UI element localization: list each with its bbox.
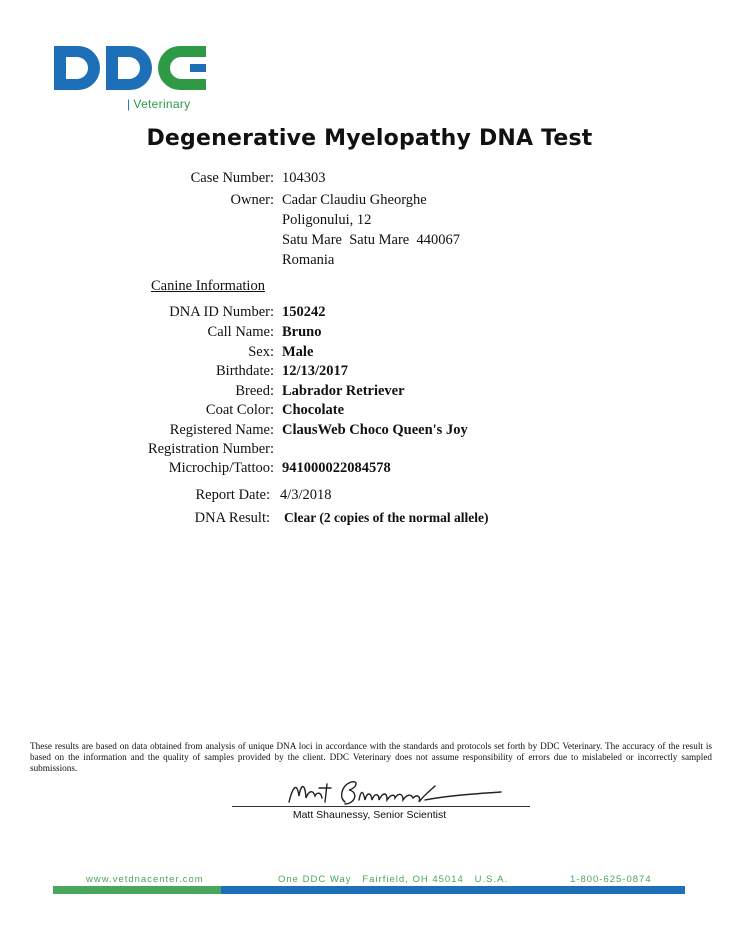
field-label: Breed:	[235, 383, 274, 399]
signatory-name: Matt Shaunessy, Senior Scientist	[292, 809, 447, 821]
dna-id-value: 150242	[282, 304, 326, 320]
field-label: Registration Number:	[147, 441, 274, 457]
page-title: Degenerative Myelopathy DNA Test	[146, 126, 593, 151]
footer-phone: 1-800-625-0874	[570, 874, 652, 885]
logo-subtitle: | Veterinary	[127, 97, 191, 111]
signature-image	[275, 776, 505, 808]
dna-result-value: Clear (2 copies of the normal allele)	[284, 510, 489, 525]
logo-letter-d1	[54, 46, 100, 90]
footer-address: One DDC Way Fairfield, OH 45014 U.S.A.	[278, 874, 509, 885]
call-name-value: Bruno	[282, 324, 322, 340]
field-label: Call Name:	[207, 324, 274, 340]
coat-color-value: Chocolate	[282, 402, 345, 418]
owner-country: Romania	[282, 252, 335, 268]
owner-name: Cadar Claudiu Gheorghe	[282, 192, 427, 208]
field-label: Registered Name:	[169, 422, 274, 438]
owner-street: Poligonului, 12	[282, 212, 372, 228]
field-label: Microchip/Tattoo:	[168, 460, 274, 476]
disclaimer-text: These results are based on data obtained from analysis of unique DNA loci in accordance with the standards and protocols set forth by DDC Veterinary. The accuracy of the result is based on the information and the quality of samples provided by the client. DDC Veterinary does not assume responsibility of errors due to mislabeled or incorrectly sampled submissions.	[30, 741, 712, 773]
report-date-label: Report Date:	[195, 487, 270, 503]
field-label: Coat Color:	[205, 402, 274, 418]
case-number-label: Case Number:	[190, 170, 274, 186]
case-number-value: 104303	[282, 170, 326, 186]
footer-bar-blue	[221, 886, 685, 894]
sex-value: Male	[282, 344, 314, 360]
footer-bar-green	[53, 886, 221, 894]
dna-result-label: DNA Result:	[194, 510, 270, 526]
logo-letter-d2	[106, 46, 152, 90]
field-label: Birthdate:	[216, 363, 274, 379]
breed-value: Labrador Retriever	[282, 383, 405, 399]
field-label: DNA ID Number:	[169, 304, 274, 320]
registered-name-value: ClausWeb Choco Queen's Joy	[282, 422, 468, 438]
owner-label: Owner:	[230, 192, 274, 208]
footer-website: www.vetdnacenter.com	[86, 874, 204, 885]
canine-info-heading: Canine Information	[151, 278, 265, 294]
field-label: Sex:	[248, 344, 274, 360]
microchip-value: 941000022084578	[282, 460, 391, 476]
report-date-value: 4/3/2018	[280, 487, 332, 503]
birthdate-value: 12/13/2017	[282, 363, 349, 379]
signature-line	[232, 806, 530, 807]
owner-city: Satu Mare Satu Mare 440067	[282, 232, 460, 248]
